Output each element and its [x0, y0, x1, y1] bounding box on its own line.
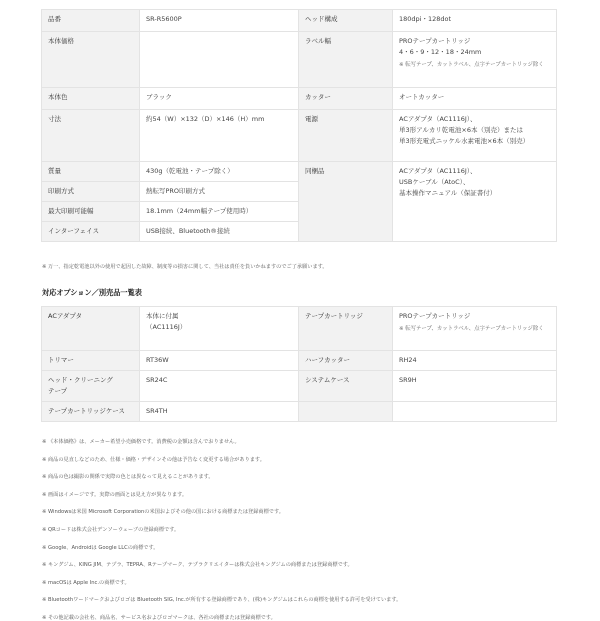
row-label	[299, 32, 393, 88]
note-item: ※ Bluetoothワードマークおよびロゴは Bluetooth SIG, Inc.が所有する登録商標であり、(株)キングジムはこれらの商標を使用する許可を受けています。	[42, 597, 402, 604]
row-value-text: 単3形充電式ニッケル水素電池×6本（別売）	[399, 137, 530, 145]
row-value	[393, 162, 557, 242]
options-heading: 対応オプション／別売品一覧表	[42, 288, 142, 297]
row-label-text: テープ	[48, 387, 68, 395]
row-value-text: ACアダプタ（AC1116J）、	[399, 115, 477, 123]
row-label	[42, 222, 140, 242]
row-label	[299, 88, 393, 110]
row-label-text: 電源	[305, 115, 318, 123]
row-label	[299, 307, 393, 351]
note-item: ※ macOSは Apple Inc.の商標です。	[42, 579, 130, 586]
row-value	[393, 10, 557, 32]
spec-footnote: ※ 万一、指定乾電池以外の使用で起因した故障、制度等の損害に関して、当社は責任を負いかねますのでご了承願います。	[42, 264, 328, 270]
row-value-text: 本体に付属	[146, 312, 179, 320]
note-item: ※ 画面はイメージです。実際の画面とは見え方が異なります。	[42, 491, 188, 498]
row-label-text: 最大印刷可能幅	[48, 207, 94, 215]
row-label	[299, 10, 393, 32]
row-label-text: カッター	[305, 93, 331, 101]
row-note: ※ 転写テープ、カットラベル、点字テープカートリッジ除く	[399, 326, 544, 332]
row-value-text: PROテープカートリッジ	[399, 37, 471, 45]
row-value-text: USB接続、Bluetooth®接続	[146, 227, 230, 235]
note-item: ※ その他記載の会社名、商品名、サービス名およびロゴマークは、各社の商標または登録商標です。	[42, 615, 276, 621]
row-label	[42, 307, 140, 351]
row-value-text: 単3形アルカリ乾電池×6本（別売）または	[399, 126, 523, 134]
row-label-text: ヘッド・クリーニング	[48, 376, 113, 384]
row-value-text: SR4TH	[146, 407, 168, 415]
row-label	[299, 162, 393, 242]
row-label-text: 本体価格	[48, 37, 74, 45]
table-row	[42, 88, 557, 110]
row-label	[42, 371, 140, 402]
row-value-text: ACアダプタ（AC1116J）、	[399, 167, 477, 175]
row-value	[140, 10, 299, 32]
row-value	[140, 110, 299, 162]
row-value-text: RH24	[399, 356, 417, 364]
row-value	[393, 371, 557, 402]
row-value	[140, 182, 299, 202]
row-value-text: 4・6・9・12・18・24mm	[399, 48, 482, 56]
row-value-text: RT36W	[146, 356, 169, 364]
note-item: ※ Google、Androidは Google LLCの商標です。	[42, 544, 159, 551]
row-value-text: 180dpi・128dot	[399, 15, 452, 23]
row-label-text: テープカートリッジケース	[48, 407, 125, 415]
row-label-text: ハーフカッター	[305, 356, 351, 364]
row-value-text: PROテープカートリッジ	[399, 312, 471, 320]
note-item: ※ キングジム、KING JIM、テプラ、TEPRA、Rテープマーク、テプラクリエイターは株式会社キングジムの商標または登録商標です。	[42, 562, 353, 569]
row-value	[393, 351, 557, 371]
row-label-text: 質量	[48, 167, 61, 175]
table-row	[42, 162, 557, 182]
row-label	[42, 162, 140, 182]
table-row	[42, 10, 557, 32]
row-value-text: 約54（W）×132（D）×146（H）mm	[146, 115, 265, 123]
row-value	[140, 307, 299, 351]
note-item: ※ Windowsは米国 Microsoft Corporationの米国およびその他の国における商標または登録商標です。	[42, 509, 284, 516]
row-label-text: 品番	[48, 15, 61, 23]
row-value-text: USBケーブル（AtoC）、	[399, 178, 470, 186]
row-label-text: 同梱品	[305, 167, 325, 175]
note-item: ※ 商品の色は撮影の関係で実際の色とは異なって見えることがあります。	[42, 474, 214, 481]
row-label	[42, 402, 140, 422]
row-note: ※ 転写テープ、カットラベル、点字テープカートリッジ除く	[399, 62, 544, 68]
row-label	[299, 402, 393, 422]
table-row	[42, 307, 557, 351]
row-label	[42, 351, 140, 371]
row-label-text: ACアダプタ	[48, 312, 82, 320]
row-label-text: システムケース	[305, 376, 350, 384]
row-label-text: ヘッド構成	[305, 15, 338, 23]
row-label-text: テープカートリッジ	[305, 312, 363, 320]
row-value-text: オートカッター	[399, 93, 445, 101]
row-value-text: SR-R5600P	[146, 15, 182, 23]
row-label-text: ラベル幅	[305, 37, 331, 45]
row-value	[140, 371, 299, 402]
note-item: ※ 商品の見直しなどのため、仕様・価格・デザインその他は予告なく変更する場合があります。	[42, 456, 265, 463]
row-value	[393, 88, 557, 110]
row-label	[42, 32, 140, 88]
options-table	[41, 306, 557, 422]
row-label-text: トリマー	[48, 356, 74, 364]
note-item: ※ 《本体価格》は、メーカー希望小売価格です。消費税の金額は含んでおりません。	[42, 439, 240, 445]
row-value-text: 430g（乾電池・テープ除く）	[146, 167, 234, 175]
row-value-text: 基本操作マニュアル（保証書付）	[399, 189, 497, 197]
row-value	[393, 402, 557, 422]
table-row	[42, 402, 557, 422]
table-row	[42, 110, 557, 162]
row-value	[140, 202, 299, 222]
row-value	[140, 351, 299, 371]
row-value	[140, 88, 299, 110]
row-label	[299, 110, 393, 162]
row-value-text: SR9H	[399, 376, 417, 384]
row-label	[42, 110, 140, 162]
table-row	[42, 351, 557, 371]
row-value	[140, 222, 299, 242]
row-value	[140, 402, 299, 422]
spec-table	[41, 9, 557, 242]
table-row	[42, 32, 557, 88]
row-label	[42, 202, 140, 222]
row-label	[299, 351, 393, 371]
row-value-text: 18.1mm（24mm幅テープ使用時）	[146, 207, 253, 215]
row-label	[42, 182, 140, 202]
table-row	[42, 371, 557, 402]
row-value	[393, 307, 557, 351]
row-label-text: インターフェイス	[48, 227, 100, 235]
row-label	[42, 88, 140, 110]
row-value	[140, 162, 299, 182]
row-label-text: 寸法	[48, 115, 61, 123]
row-value	[393, 32, 557, 88]
row-value-text: ブラック	[146, 93, 172, 101]
row-label	[299, 371, 393, 402]
row-value	[393, 110, 557, 162]
row-value-text: SR24C	[146, 376, 168, 384]
row-value-text: 熱転写PRO印刷方式	[146, 187, 206, 195]
row-label-text: 本体色	[48, 93, 68, 101]
row-label	[42, 10, 140, 32]
row-label-text: 印刷方式	[48, 187, 74, 195]
note-item: ※ QRコードは株式会社デンソーウェーブの登録商標です。	[42, 527, 180, 533]
row-value-text: （AC1116J）	[146, 323, 187, 331]
row-value	[140, 32, 299, 88]
